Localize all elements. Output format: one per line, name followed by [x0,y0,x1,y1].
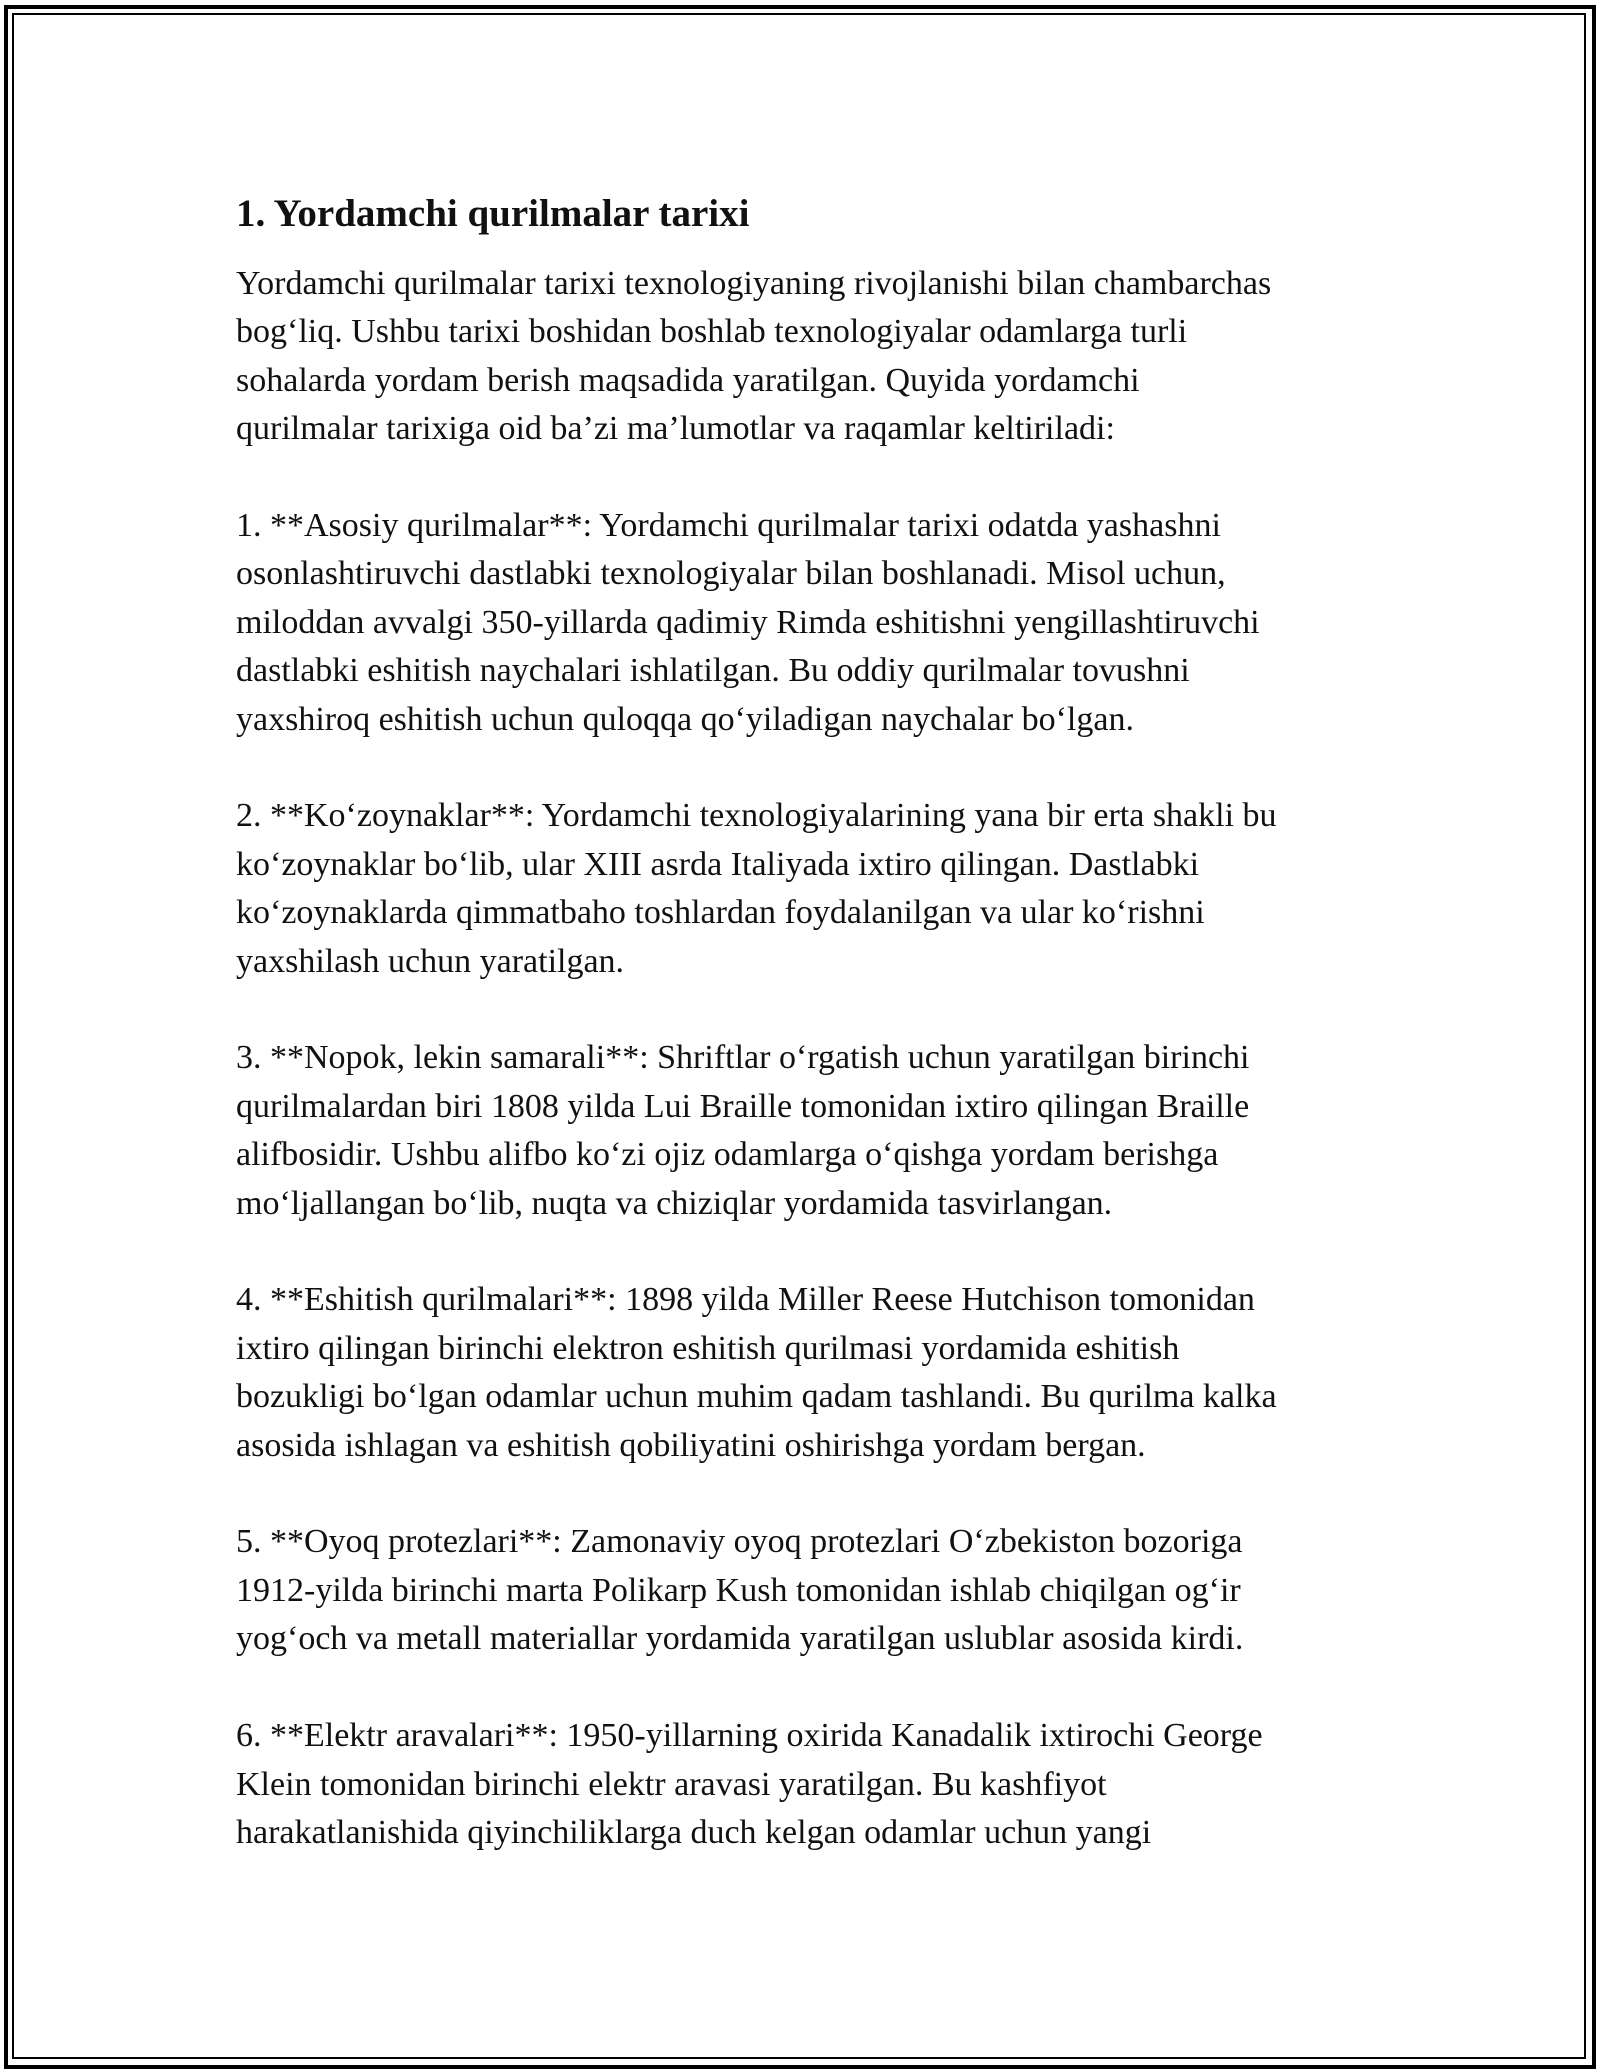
text-line: miloddan avvalgi 350-yillarda qadimiy Rimda eshitishni yengillashtiruvchi [236,603,1260,641]
text-line: qurilmalardan biri 1808 yilda Lui Braille tomonidan ixtiro qilingan Braille [236,1087,1250,1125]
text-line: ixtiro qilingan birinchi elektron eshitish qurilmasi yordamida eshitish [236,1329,1180,1367]
list-item-5-paragraph [236,1518,1376,1663]
text-line: Klein tomonidan birinchi elektr aravasi yaratilgan. Bu kashfiyot [236,1765,1107,1803]
text-line: yaxshilash uchun yaratilgan. [236,942,625,980]
list-item-1-paragraph [236,502,1376,744]
text-line: 3. **Nopok, lekin samarali**: Shriftlar o‘rgatish uchun yaratilgan birinchi [236,1039,1250,1077]
intro-paragraph [236,260,1376,454]
text-line: 2. **Ko‘zoynaklar**: Yordamchi texnologiyalarining yana bir erta shakli bu [236,797,1277,835]
text-line: harakatlanishida qiyinchiliklarga duch kelgan odamlar uchun yangi [236,1813,1152,1851]
list-item-2-paragraph [236,792,1376,986]
text-line: bog‘liq. Ushbu tarixi boshidan boshlab texnologiyalar odamlarga turli [236,313,1188,351]
list-item-3-paragraph [236,1034,1376,1228]
text-line: mo‘ljallangan bo‘lib, nuqta va chiziqlar yordamida tasvirlangan. [236,1184,1113,1222]
text-line: osonlashtiruvchi dastlabki texnologiyalar bilan boshlanadi. Misol uchun, [236,555,1226,593]
list-item-6-paragraph [236,1712,1376,1857]
text-line: 1. **Asosiy qurilmalar**: Yordamchi qurilmalar tarixi odatda yashashni [236,507,1221,545]
text-line: asosida ishlagan va eshitish qobiliyatini oshirishga yordam bergan. [236,1426,1146,1464]
section-heading: 1. Yordamchi qurilmalar tarixi [236,192,750,235]
text-line: qurilmalar tarixiga oid ba’zi ma’lumotlar va raqamlar keltiriladi: [236,410,1115,448]
text-line: bozukligi bo‘lgan odamlar uchun muhim qadam tashlandi. Bu qurilma kalka [236,1378,1277,1416]
text-line: Yordamchi qurilmalar tarixi texnologiyaning rivojlanishi bilan chambarchas [236,265,1272,302]
text-line: ko‘zoynaklar bo‘lib, ular XIII asrda Italiyada ixtiro qilingan. Dastlabki [236,845,1200,883]
text-line: yaxshiroq eshitish uchun quloqqa qo‘yiladigan naychalar bo‘lgan. [236,700,1134,738]
document-body [236,186,1376,1857]
text-line: alifbosidir. Ushbu alifbo ko‘zi ojiz odamlarga o‘qishga yordam berishga [236,1136,1219,1174]
text-line: 4. **Eshitish qurilmalari**: 1898 yilda Miller Reese Hutchison tomonidan [236,1281,1255,1319]
text-line: dastlabki eshitish naychalari ishlatilgan. Bu oddiy qurilmalar tovushni [236,652,1190,690]
text-line: 1912-yilda birinchi marta Polikarp Kush tomonidan ishlab chiqilgan og‘ir [236,1571,1241,1609]
text-line: ko‘zoynaklarda qimmatbaho toshlardan foydalanilgan va ular ko‘rishni [236,894,1205,932]
text-line: yog‘och va metall materiallar yordamida yaratilgan uslublar asosida kirdi. [236,1620,1244,1658]
text-line: 5. **Oyoq protezlari**: Zamonaviy oyoq protezlari O‘zbekiston bozoriga [236,1523,1243,1561]
text-line: sohalarda yordam berish maqsadida yaratilgan. Quyida yordamchi [236,361,1140,399]
list-item-4-paragraph [236,1276,1376,1470]
text-line: 6. **Elektr aravalari**: 1950-yillarning oxirida Kanadalik ixtirochi George [236,1717,1263,1755]
